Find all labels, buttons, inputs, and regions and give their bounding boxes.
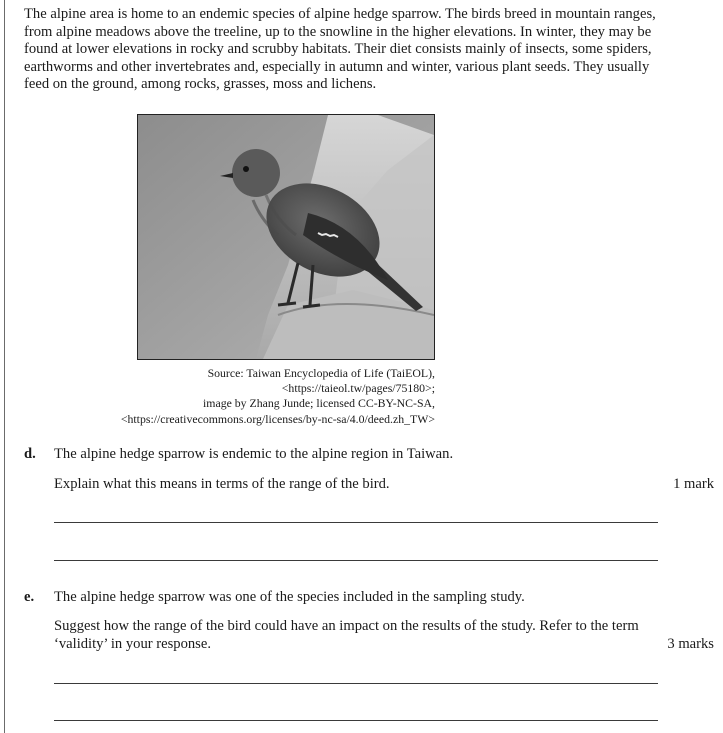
question-d-marks: 1 mark <box>673 476 714 492</box>
question-d-letter: d. <box>24 446 36 462</box>
page-margin-rule <box>4 0 5 733</box>
answer-line[interactable] <box>54 683 658 684</box>
figure-caption <box>60 366 435 427</box>
caption-line: image by Zhang Junde; licensed CC-BY-NC-SA, <box>203 396 435 411</box>
caption-line: <https://creativecommons.org/licenses/by-nc-sa/4.0/deed.zh_TW> <box>120 411 435 426</box>
caption-line: Source: Taiwan Encyclopedia of Life (TaiEOL), <box>207 366 435 380</box>
answer-line[interactable] <box>54 560 658 561</box>
question-e-marks: 3 marks <box>667 636 714 652</box>
question-e-letter: e. <box>24 589 35 605</box>
answer-line[interactable] <box>54 522 658 523</box>
sparrow-photo <box>137 114 435 360</box>
caption-line: <https://taieol.tw/pages/75180>; <box>281 381 435 396</box>
intro-paragraph: The alpine area is home to an endemic species of alpine hedge sparrow. The birds breed in mountain ranges, from alpine meadows above the treeline, up to the snowline in the higher elevations. In winter, they may be found at lower elevations in rocky and scrubby habitats. Their diet consists mainly of insects, some spiders, earthworms and other invertebrates and, especially in autumn and winter, various plant seeds. They usually feed on the ground, among rocks, grasses, moss and lichens. <box>24 6 656 93</box>
question-e-stem: The alpine hedge sparrow was one of the species included in the sampling study. <box>54 589 525 605</box>
answer-line[interactable] <box>54 720 658 721</box>
question-e-prompt: Suggest how the range of the bird could have an impact on the results of the study. Refer to the term ‘validity’ in your response. <box>54 618 639 652</box>
question-d-prompt: Explain what this means in terms of the range of the bird. <box>54 476 390 492</box>
question-d-stem: The alpine hedge sparrow is endemic to the alpine region in Taiwan. <box>54 446 454 462</box>
